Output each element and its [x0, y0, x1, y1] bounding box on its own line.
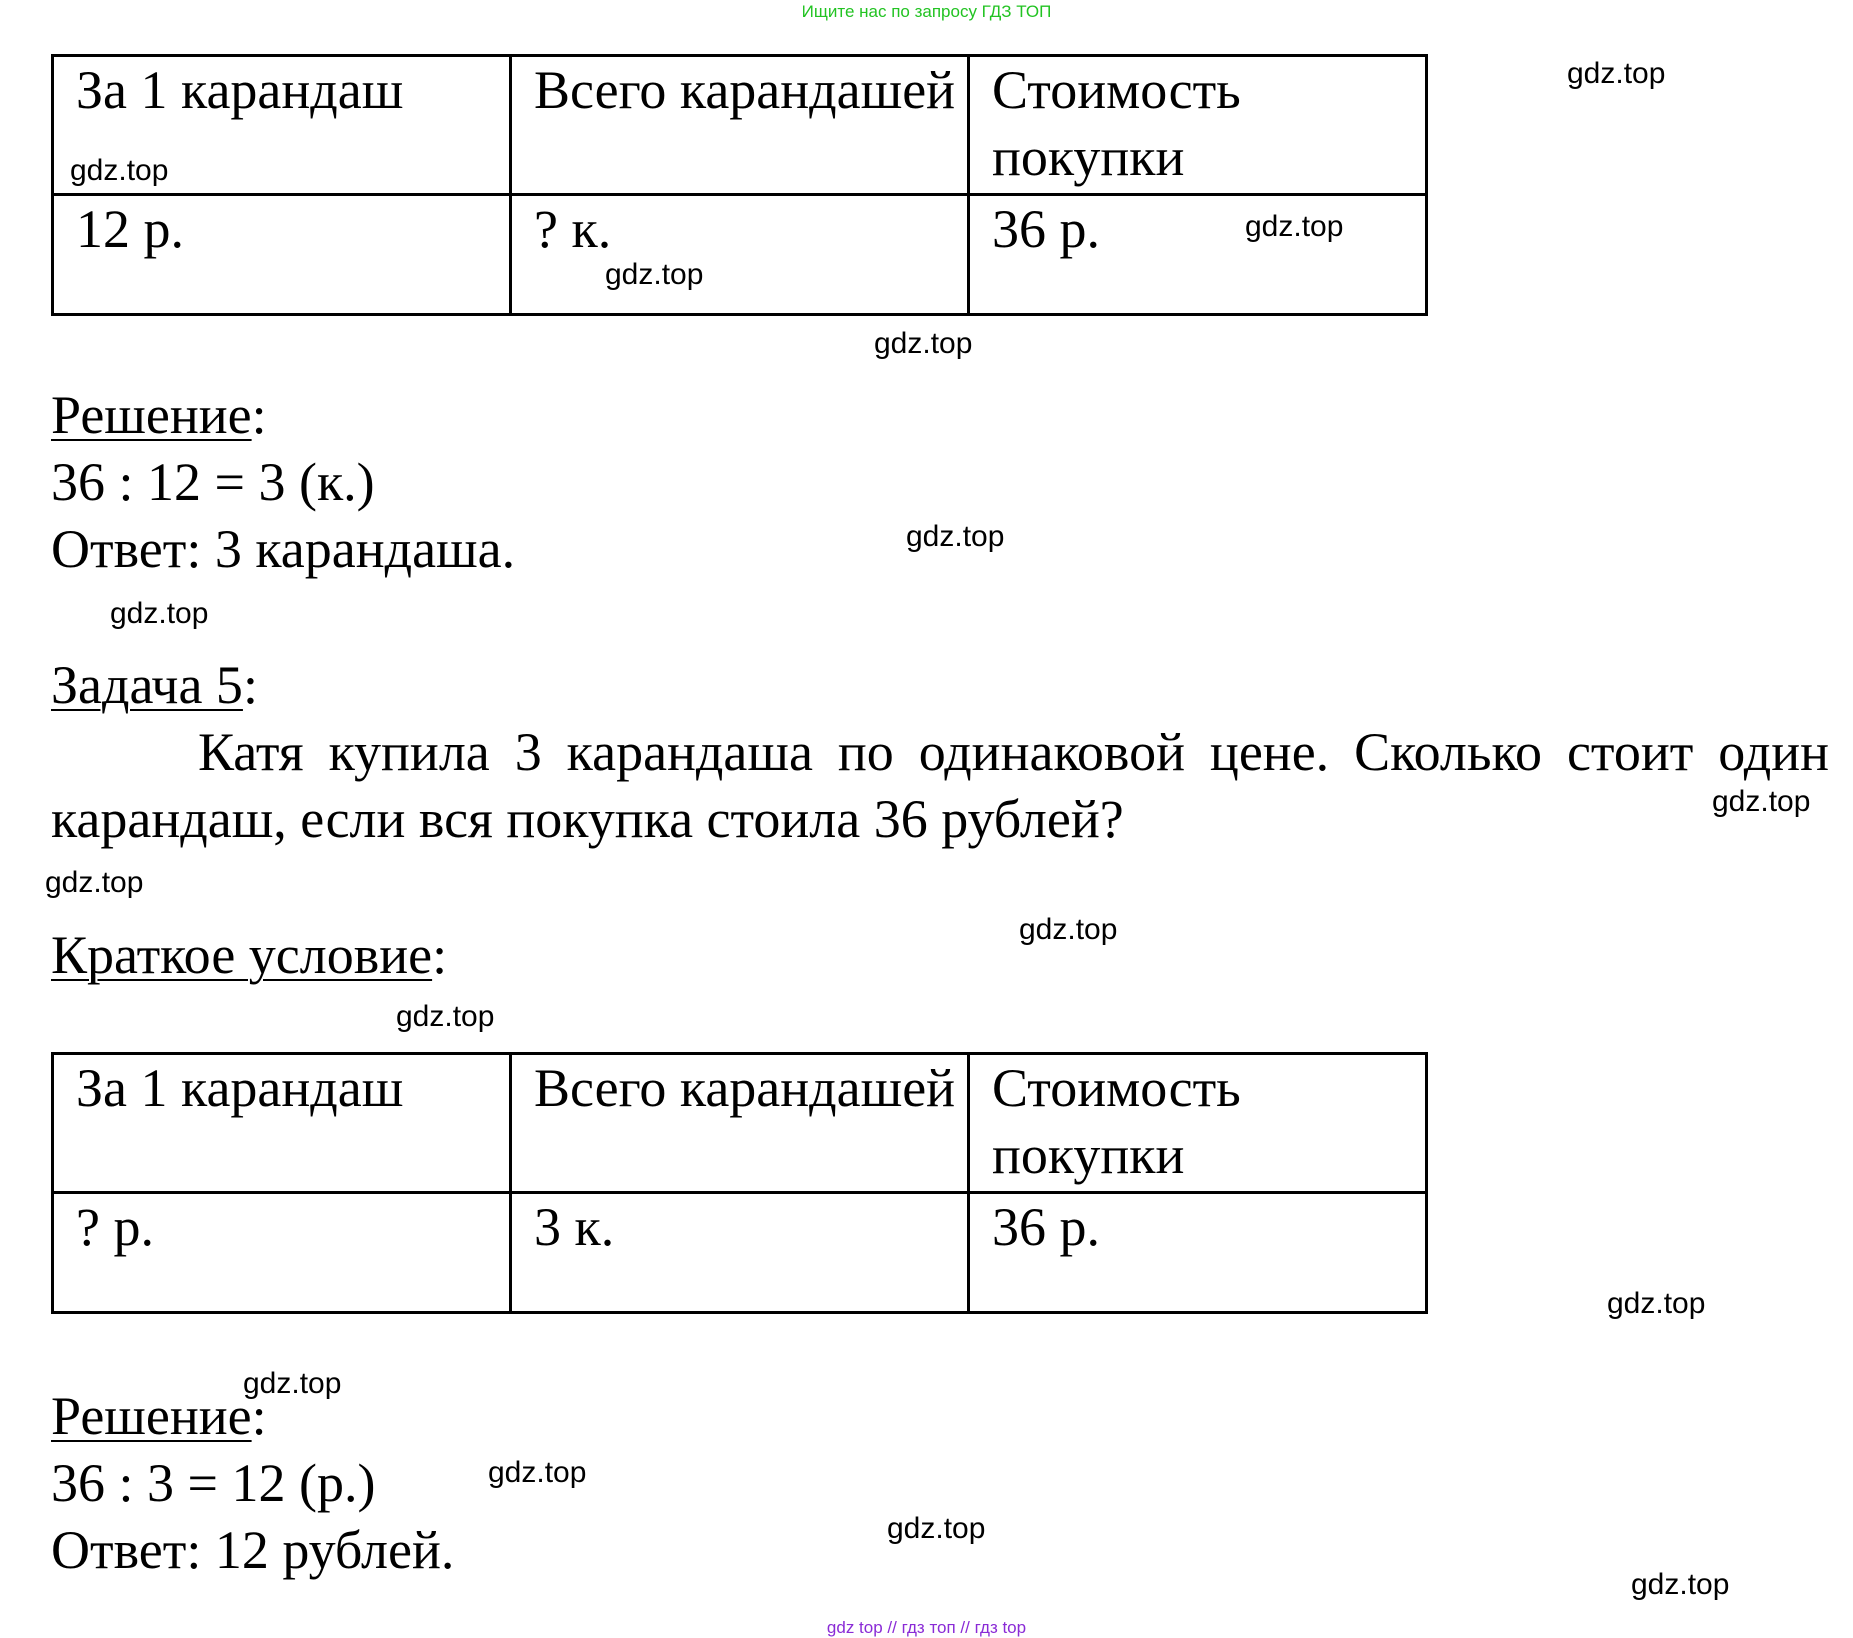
watermark: gdz.top	[605, 258, 704, 291]
condition-table-1	[51, 54, 1428, 316]
table-header-cell: Всего карандашей	[511, 56, 969, 195]
watermark: gdz.top	[396, 1000, 495, 1033]
table-row	[53, 1193, 1427, 1313]
table-cell: 3 к.	[511, 1193, 969, 1313]
watermark: gdz.top	[887, 1512, 986, 1545]
answer-1: Ответ: 3 карандаша.	[51, 519, 516, 579]
solution-equation-1: 36 : 12 = 3 (к.)	[51, 452, 375, 512]
answer-2: Ответ: 12 рублей.	[51, 1520, 455, 1580]
table-row	[53, 56, 1427, 195]
watermark: gdz.top	[874, 327, 973, 360]
table-row	[53, 195, 1427, 315]
watermark: gdz.top	[70, 154, 169, 187]
table-header-cell: За 1 карандаш	[53, 1054, 511, 1193]
watermark: gdz.top	[1019, 913, 1118, 946]
table-row	[53, 1054, 1427, 1193]
watermark: gdz.top	[45, 866, 144, 899]
watermark: gdz.top	[488, 1456, 587, 1489]
short-condition-heading: Краткое условие:	[51, 925, 448, 985]
watermark: gdz.top	[906, 520, 1005, 553]
watermark: gdz.top	[1631, 1568, 1730, 1601]
table-header-cell: Стоимость покупки	[969, 1054, 1427, 1193]
top-banner: Ищите нас по запросу ГДЗ ТОП	[801, 2, 1052, 21]
solution-equation-2: 36 : 3 = 12 (р.)	[51, 1453, 376, 1513]
table-cell: 12 р.	[53, 195, 511, 315]
watermark: gdz.top	[243, 1367, 342, 1400]
table-cell: 36 р.	[969, 195, 1427, 315]
task-heading: Задача 5:	[51, 655, 258, 715]
solution-heading-2: Решение:	[51, 1386, 267, 1446]
table-header-cell: Стоимость покупки	[969, 56, 1427, 195]
bottom-banner: gdz top // гдз топ // гдз top	[826, 1618, 1027, 1637]
table-cell: ? р.	[53, 1193, 511, 1313]
table-cell: ? к.	[511, 195, 969, 315]
watermark: gdz.top	[110, 597, 209, 630]
watermark: gdz.top	[1567, 57, 1666, 90]
watermark: gdz.top	[1245, 210, 1344, 243]
watermark: gdz.top	[1607, 1287, 1706, 1320]
table-header-cell: За 1 карандаш	[53, 56, 511, 195]
table-cell: 36 р.	[969, 1193, 1427, 1313]
solution-heading-1: Решение:	[51, 385, 267, 445]
watermark: gdz.top	[1712, 785, 1811, 818]
task-text: Катя купила 3 карандаша по одинаковой цене. Сколько стоит один карандаш, если вся покупка стоила 36 рублей?	[51, 722, 1829, 849]
condition-table-2	[51, 1052, 1428, 1314]
table-header-cell: Всего карандашей	[511, 1054, 969, 1193]
